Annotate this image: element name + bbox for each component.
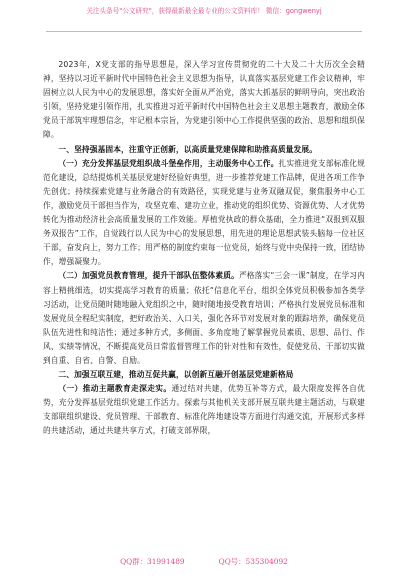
top-banner-text: 关注头条号"公文研究"，获得最新最全最专业的公文资料库！ 微信：gongwenyj xyxy=(86,7,322,15)
section-heading-1: 一、坚持强基固本，注重守正创新，以高质量党建保障和助推高质量发展。 xyxy=(58,144,318,154)
bottom-banner xyxy=(0,555,408,575)
item-paragraph-1 xyxy=(43,157,365,270)
qq-number-text: QQ号：535304092 xyxy=(218,557,288,566)
qq-group-text: QQ群：31991489 xyxy=(120,557,185,566)
item-lead-1: （一）充分发挥基层党组织战斗堡垒作用，主动服务中心工作。 xyxy=(58,158,279,168)
item-text-3: 通过结对共建，优势互补等方式，最大限度发挥各自优势，充分发挥基层党组织党建工作活力。探索与其他机关支部开展互联共建主题活动，与联建支部联组织建设、党员管理、干部教育、标准化阵地建设等方面进行沟通交流，开展形式多样的共建活动，通过共建共享方式，打破支部界限， xyxy=(43,384,365,436)
item-paragraph-3 xyxy=(43,382,365,438)
item-text-1: 扎实推进党支部标准化规范化建设，总结提炼机关基层党建好经验好典型，进一步推荐党建工作品牌，促进各项工作争先创优；持续探索党建与业务融合的有效路径，实现党建与业务双融双促，聚焦服务中心工作，激励党员干部担当作为，攻坚克难、建功立业，推动党的组织优势、资源优势、人才优势转化为推动经济社会高质量发展的工作效能。厚植党执政的群众基础，全力推进“双报到双服务双报告”工作，自觉践行以人民为中心的发展思想，用先进的理论思想武装头脑每一位社区干部，奋发向上，努力工作；用严格的制度约束每一位党员，始终与党中央保持一致，团结协作，增强凝聚力。 xyxy=(43,158,365,267)
item-lead-2: （二）加强党员教育管理，提升干部队伍整体素质。 xyxy=(58,271,239,281)
top-banner xyxy=(0,0,408,30)
intro-paragraph: 2023年，X党支部的指导思想是，深入学习宣传贯彻党的二十大及二十大历次全会精神，坚持以习近平新时代中国特色社会主义思想为指导，认真落实基层党建工作会议精神，牢固树立以人民为中心的发展思想，落实好全面从严治党，落实大抓基层的鲜明导向，突出政治引领，坚持党建引领作用，扎实推进习近平新时代中国特色社会主义思想主题教育，激励全体党员干部筑牢理想信念，牢记根本宗旨，为党建引领中心工作提供坚强的政治、思想和组织保障。 xyxy=(43,60,365,140)
header-divider xyxy=(46,31,362,32)
section-heading-2: 二、加强互联互建，推动互促共赢，以创新互融开创基层党建新格局 xyxy=(58,370,294,380)
document-body xyxy=(43,58,365,548)
item-lead-3: （一）推动主题教育走深走实。 xyxy=(58,384,172,394)
item-text-2: 严格落实“三会一课”制度，在学习内容上精挑细选，切实提高学习教育的质量；依托“信息化平台，组织全体党员积极参加各类学习活动，让党员随时随地融入党组织之中，随时随地接受教育培训；严格执行发展党员标准和发展党员全程纪实制度，把好政治关、入口关，强化各环节对发展对象的跟踪培养，确保党员队伍先进性和纯洁性；通过多种方式，多侧面、多角度地了解掌握党员素质、思想、品行、作风、实绩等情况，不断提高党员日常监督管理工作的针对性和有效性，促使党员、干部切实做到自重、自省、自警、自励。 xyxy=(43,271,365,365)
item-paragraph-2 xyxy=(43,269,365,368)
